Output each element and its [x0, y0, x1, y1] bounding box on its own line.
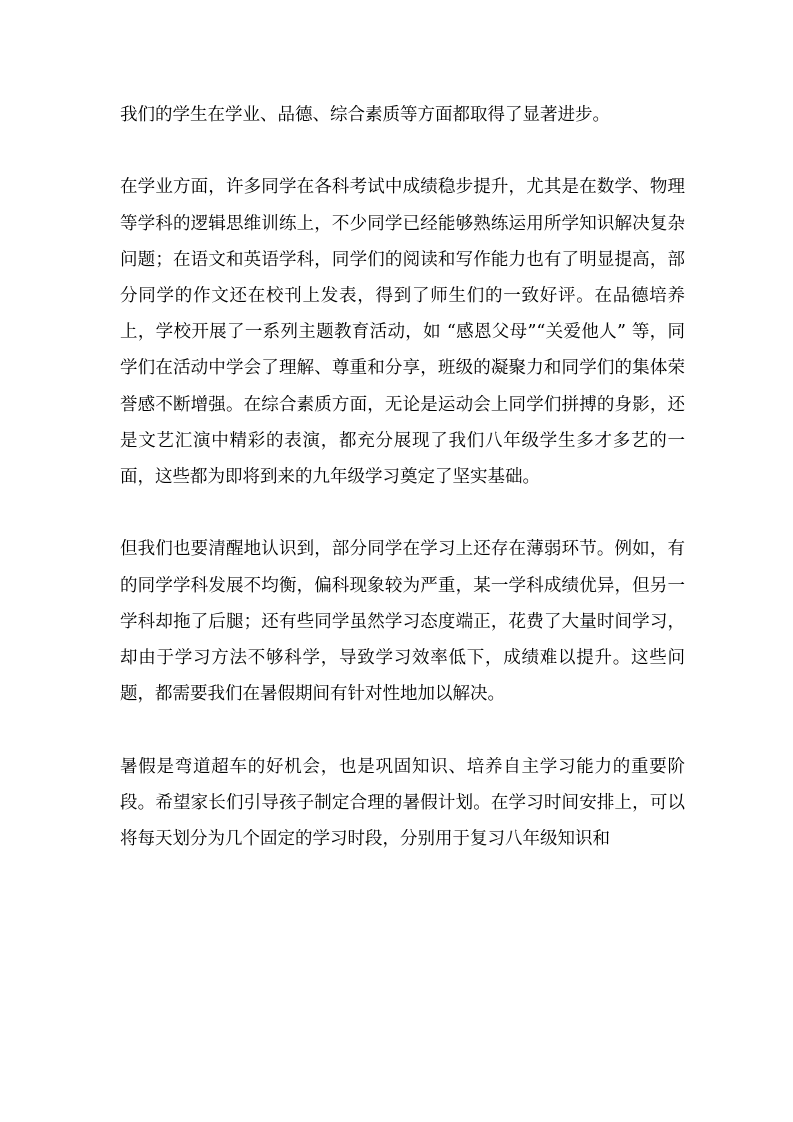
- paragraph-progress-summary: 我们的学生在学业、品德、综合素质等方面都取得了显著进步。: [120, 105, 610, 125]
- document-body: [120, 97, 685, 893]
- paragraph-academic-moral-overall: 在学业方面，许多同学在各科考试中成绩稳步提升，尤其是在数学、物理等学科的逻辑思维训练上，不少同学已经能够熟练运用所学知识解决复杂问题；在语文和英语学科，同学们的阅读和写作能力也有了明显提高，部分同学的作文还在校刊上发表，得到了师生们的一致好评。在品德培养上，学校开展了一系列主题教育活动，如 “感恩父母”“关爱他人” 等，同学们在活动中学会了理解、尊重和分享，班级的凝聚力和同学们的集体荣誉感不断增强。在综合素质方面，无论是运动会上同学们拼搏的身影，还是文艺汇演中精彩的表演，都充分展现了我们八年级学生多才多艺的一面，这些都为即将到来的九年级学习奠定了坚实基础。: [120, 177, 685, 488]
- paragraph-summer-plan: 暑假是弯道超车的好机会，也是巩固知识、培养自主学习能力的重要阶段。希望家长们引导孩子制定合理的暑假计划。在学习时间安排上，可以将每天划分为几个固定的学习时段，分别用于复习八年级知识和: [120, 756, 685, 850]
- paragraph-weak-areas: 但我们也要清醒地认识到，部分同学在学习上还存在薄弱环节。例如，有的同学学科发展不均衡，偏科现象较为严重，某一学科成绩优异，但另一学科却拖了后腿；还有些同学虽然学习态度端正，花费了大量时间学习，却由于学习方法不够科学，导致学习效率低下，成绩难以提升。这些问题，都需要我们在暑假期间有针对性地加以解决。: [120, 539, 685, 705]
